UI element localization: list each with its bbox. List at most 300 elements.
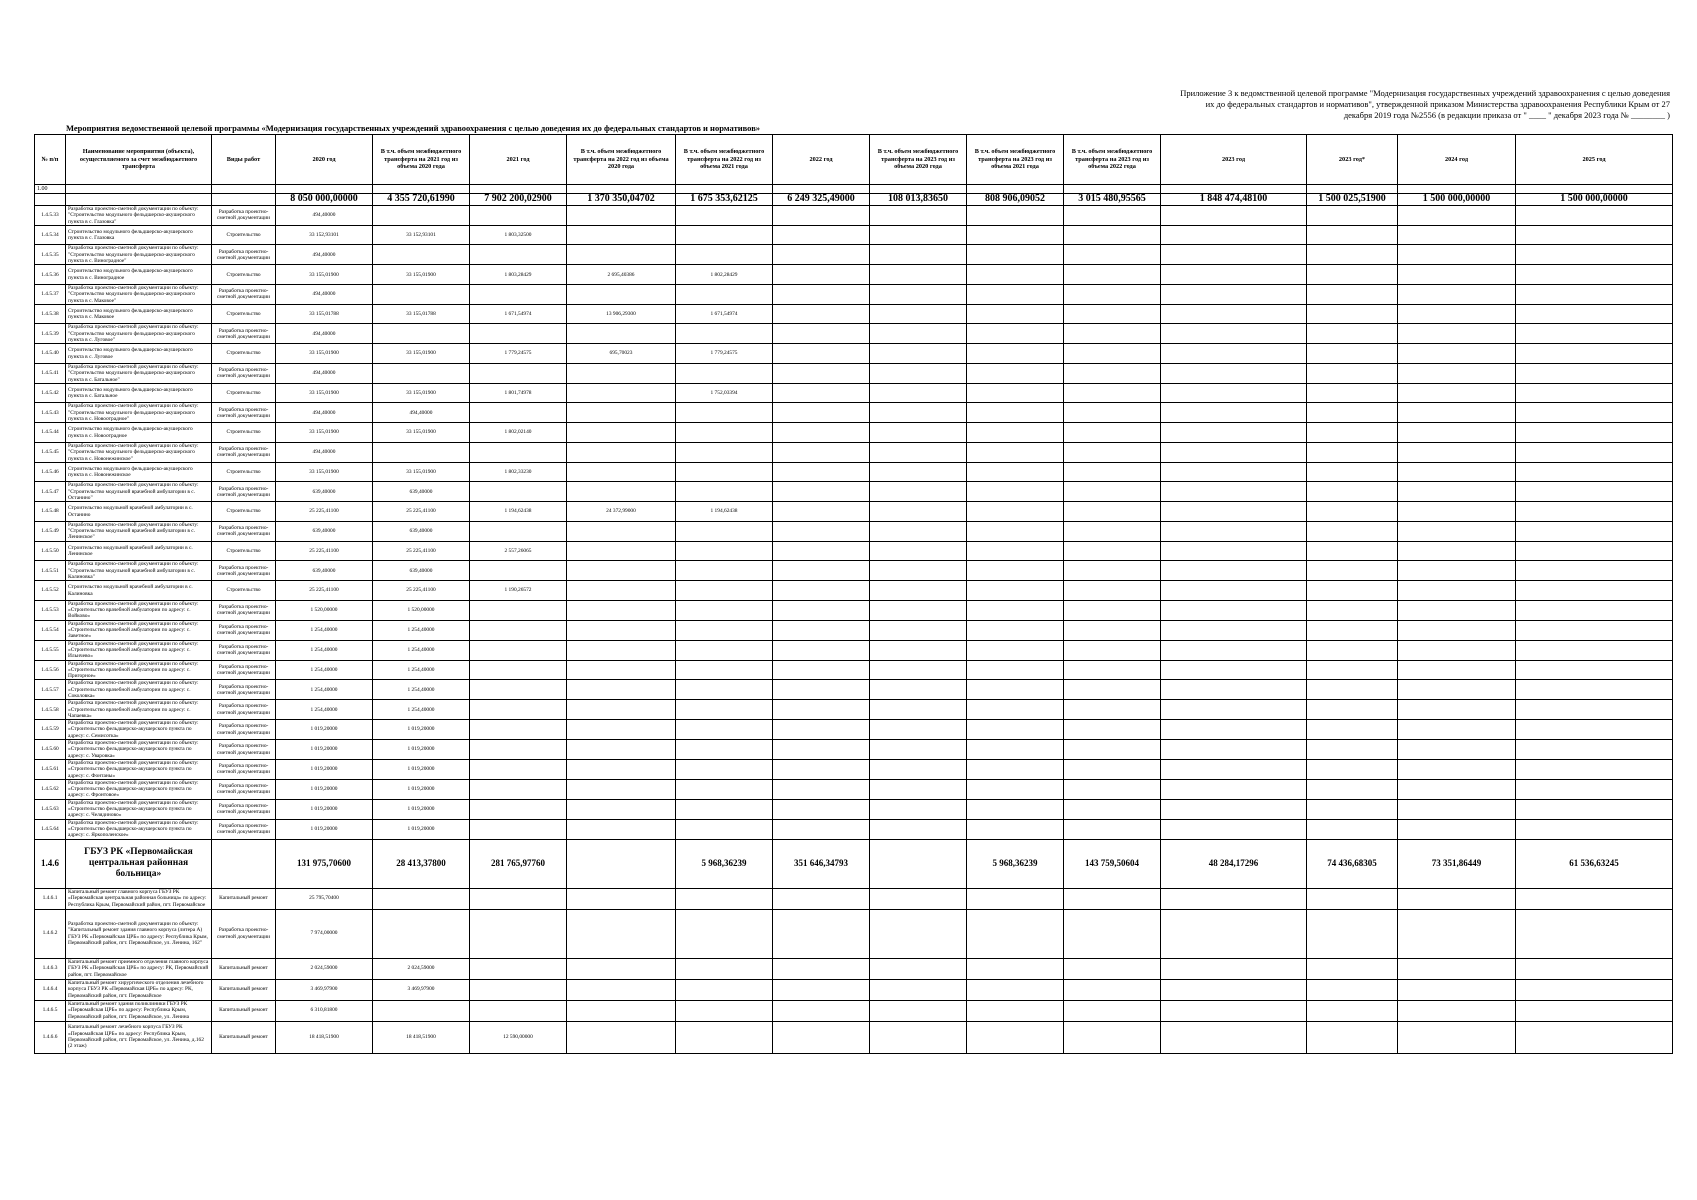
row-value-11	[1398, 225, 1516, 245]
row-number: 1.4.5.60	[35, 740, 66, 760]
row-value-6	[870, 779, 967, 799]
row-value-1: 33 152,93101	[373, 225, 470, 245]
row-value-2	[470, 206, 567, 226]
row-value-4	[676, 423, 773, 443]
row-value-1: 33 155,01900	[373, 423, 470, 443]
column-header-3: 2020 год	[276, 135, 373, 185]
row-value-9	[1161, 462, 1307, 482]
appendix-line-2: их до федеральных стандартов и нормативов", утвержденной приказом Министерства здравоохранения Республики Крым от 27	[1205, 99, 1670, 109]
row-work-type: Строительство	[212, 502, 276, 522]
row-value-4	[676, 442, 773, 462]
row-number: 1.4.5.57	[35, 680, 66, 700]
row-value-1: 1 254,40000	[373, 620, 470, 640]
row-value-6	[870, 245, 967, 265]
row-value-3	[567, 759, 676, 779]
row-value-4	[676, 799, 773, 819]
row-value-0: 1 254,40000	[276, 620, 373, 640]
row-value-3	[567, 620, 676, 640]
row-value-3	[567, 640, 676, 660]
row-value-4	[676, 759, 773, 779]
row-value-11	[1398, 1021, 1516, 1053]
row-value-10	[1307, 462, 1398, 482]
row-value-4	[676, 206, 773, 226]
section-value-8: 143 759,50604	[1064, 839, 1161, 888]
row-value-3: 24 372,99000	[567, 502, 676, 522]
row-name: Разработка проектно-сметной документации по объекту: "Строительство модульной врачебной амбулатории в с. Калиновка"	[66, 561, 212, 581]
row-value-4	[676, 680, 773, 700]
row-value-11	[1398, 363, 1516, 383]
row-value-8	[1064, 888, 1161, 909]
row-value-3	[567, 561, 676, 581]
row-value-11	[1398, 819, 1516, 839]
row-value-11	[1398, 680, 1516, 700]
code-cell: 1.00	[35, 185, 66, 194]
table-row	[35, 680, 1673, 700]
row-value-0: 494,40000	[276, 324, 373, 344]
row-value-1: 1 019,20000	[373, 720, 470, 740]
row-value-6	[870, 225, 967, 245]
row-name: Строительство модульного фельдшерско-акушерского пункта в с. Батальное	[66, 383, 212, 403]
total-cell-9: 1 848 474,48100	[1161, 194, 1307, 206]
row-value-10	[1307, 620, 1398, 640]
row-value-4	[676, 462, 773, 482]
section-value-0: 131 975,70600	[276, 839, 373, 888]
row-value-6	[870, 482, 967, 502]
row-value-3	[567, 680, 676, 700]
total-cell-3: 1 370 350,04702	[567, 194, 676, 206]
row-value-7	[967, 225, 1064, 245]
row-value-3	[567, 600, 676, 620]
row-value-11	[1398, 442, 1516, 462]
row-number: 1.4.5.64	[35, 819, 66, 839]
row-value-8	[1064, 363, 1161, 383]
row-value-9	[1161, 779, 1307, 799]
row-value-0: 25 225,41100	[276, 581, 373, 601]
row-value-4	[676, 909, 773, 958]
row-value-8	[1064, 759, 1161, 779]
total-cell-2: 7 902 200,02900	[470, 194, 567, 206]
row-value-12	[1516, 561, 1673, 581]
table-row	[35, 225, 1673, 245]
row-work-type: Разработка проектно-сметной документации	[212, 600, 276, 620]
row-value-10	[1307, 284, 1398, 304]
row-value-9	[1161, 958, 1307, 979]
row-value-0: 1 254,40000	[276, 660, 373, 680]
row-value-3	[567, 206, 676, 226]
row-work-type: Разработка проектно-сметной документации	[212, 521, 276, 541]
row-value-12	[1516, 600, 1673, 620]
row-value-9	[1161, 502, 1307, 522]
row-value-9	[1161, 600, 1307, 620]
row-name: Строительство модульного фельдшерско-акушерского пункта в с. Маковое	[66, 304, 212, 324]
row-value-11	[1398, 344, 1516, 364]
row-value-8	[1064, 600, 1161, 620]
row-value-7	[967, 541, 1064, 561]
row-value-9	[1161, 482, 1307, 502]
row-value-2	[470, 680, 567, 700]
row-value-11	[1398, 759, 1516, 779]
row-value-5	[773, 304, 870, 324]
row-value-2: 1 801,74978	[470, 383, 567, 403]
row-value-11	[1398, 403, 1516, 423]
row-value-7	[967, 206, 1064, 226]
row-value-3	[567, 581, 676, 601]
row-value-9	[1161, 979, 1307, 1000]
row-value-9	[1161, 442, 1307, 462]
row-value-2	[470, 700, 567, 720]
row-value-6	[870, 700, 967, 720]
row-value-0: 25 795,70400	[276, 888, 373, 909]
row-value-9	[1161, 819, 1307, 839]
row-value-12	[1516, 620, 1673, 640]
row-value-2	[470, 442, 567, 462]
row-value-10	[1307, 909, 1398, 958]
row-value-1: 1 254,40000	[373, 660, 470, 680]
row-work-type: Капитальный ремонт	[212, 888, 276, 909]
row-value-9	[1161, 1021, 1307, 1053]
row-value-9	[1161, 620, 1307, 640]
row-name: Разработка проектно-сметной документации по объекту: "Строительство модульного фельдшерско-акушерского пункта в с. Луговое"	[66, 324, 212, 344]
row-value-4: 1 802,28429	[676, 265, 773, 285]
column-header-5: 2021 год	[470, 135, 567, 185]
row-value-11	[1398, 700, 1516, 720]
row-value-5	[773, 620, 870, 640]
row-value-8	[1064, 541, 1161, 561]
row-value-10	[1307, 541, 1398, 561]
table-row	[35, 909, 1673, 958]
row-number: 1.4.6.6	[35, 1021, 66, 1053]
row-number: 1.4.5.43	[35, 403, 66, 423]
row-value-8	[1064, 1000, 1161, 1021]
row-value-5	[773, 561, 870, 581]
row-name: Разработка проектно-сметной документации по объекту: «Строительство фельдшерско-акушерского пункта по адресу: с. Челядиново»	[66, 799, 212, 819]
row-value-3: 695,70023	[567, 344, 676, 364]
row-value-1	[373, 284, 470, 304]
row-value-5	[773, 225, 870, 245]
table-row	[35, 759, 1673, 779]
row-value-2: 1 194,62438	[470, 502, 567, 522]
row-value-11	[1398, 600, 1516, 620]
row-value-8	[1064, 819, 1161, 839]
row-value-6	[870, 581, 967, 601]
row-value-9	[1161, 284, 1307, 304]
row-work-type: Разработка проектно-сметной документации	[212, 245, 276, 265]
row-value-10	[1307, 423, 1398, 443]
row-value-11	[1398, 245, 1516, 265]
row-value-11	[1398, 799, 1516, 819]
row-value-8	[1064, 344, 1161, 364]
row-value-7	[967, 423, 1064, 443]
row-value-12	[1516, 680, 1673, 700]
row-value-5	[773, 958, 870, 979]
row-name: Капитальный ремонт лечебного корпуса ГБУЗ РК «Первомайская ЦРБ» по адресу: Республика Крым, Первомайский район, пгт. Первомайское, ул. Ленина, д.162 (2 этаж)	[66, 1021, 212, 1053]
row-value-6	[870, 759, 967, 779]
row-value-6	[870, 561, 967, 581]
section-value-6	[870, 839, 967, 888]
total-cell-12: 1 500 000,00000	[1516, 194, 1673, 206]
column-header-10: В т.ч. объем межбюджетного трансферта на 2023 год из объема 2021 года	[967, 135, 1064, 185]
row-value-0: 1 520,00000	[276, 600, 373, 620]
row-value-12	[1516, 442, 1673, 462]
row-value-6	[870, 1021, 967, 1053]
row-value-4	[676, 700, 773, 720]
row-value-7	[967, 442, 1064, 462]
row-value-11	[1398, 740, 1516, 760]
row-value-3	[567, 442, 676, 462]
row-value-4	[676, 403, 773, 423]
row-number: 1.4.5.33	[35, 206, 66, 226]
row-name: Капитальный ремонт главного корпуса ГБУЗ РК «Первомайская центральная районная больница» по адресу: Республика Крым, Первомайский район, пгт. Первомайское	[66, 888, 212, 909]
appendix-note	[1150, 88, 1670, 121]
row-value-4	[676, 888, 773, 909]
row-value-5	[773, 521, 870, 541]
row-value-9	[1161, 344, 1307, 364]
row-value-0: 1 254,40000	[276, 700, 373, 720]
row-value-10	[1307, 482, 1398, 502]
table-row	[35, 581, 1673, 601]
row-number: 1.4.5.44	[35, 423, 66, 443]
row-value-7	[967, 482, 1064, 502]
row-value-3	[567, 225, 676, 245]
row-value-6	[870, 324, 967, 344]
row-value-10	[1307, 819, 1398, 839]
row-value-12	[1516, 383, 1673, 403]
row-value-7	[967, 344, 1064, 364]
table-row	[35, 620, 1673, 640]
row-value-3	[567, 423, 676, 443]
table-row	[35, 779, 1673, 799]
row-value-7	[967, 660, 1064, 680]
row-value-10	[1307, 1000, 1398, 1021]
row-value-3	[567, 660, 676, 680]
row-value-10	[1307, 225, 1398, 245]
row-value-12	[1516, 581, 1673, 601]
row-value-4	[676, 324, 773, 344]
row-value-2	[470, 759, 567, 779]
row-value-5	[773, 462, 870, 482]
section-work-type	[212, 839, 276, 888]
row-value-11	[1398, 958, 1516, 979]
row-number: 1.4.5.39	[35, 324, 66, 344]
row-value-11	[1398, 521, 1516, 541]
table-row	[35, 740, 1673, 760]
row-work-type: Разработка проектно-сметной документации	[212, 759, 276, 779]
column-header-2: Виды работ	[212, 135, 276, 185]
row-value-7	[967, 304, 1064, 324]
row-value-4	[676, 541, 773, 561]
row-value-6	[870, 888, 967, 909]
row-value-8	[1064, 958, 1161, 979]
row-work-type: Разработка проектно-сметной документации	[212, 403, 276, 423]
row-value-4: 1 671,54974	[676, 304, 773, 324]
row-value-7	[967, 700, 1064, 720]
row-value-5	[773, 344, 870, 364]
row-value-4	[676, 779, 773, 799]
row-value-11	[1398, 423, 1516, 443]
row-value-6	[870, 521, 967, 541]
row-value-12	[1516, 759, 1673, 779]
row-value-10	[1307, 600, 1398, 620]
row-work-type: Разработка проектно-сметной документации	[212, 660, 276, 680]
row-value-5	[773, 581, 870, 601]
row-value-2	[470, 779, 567, 799]
row-number: 1.4.5.51	[35, 561, 66, 581]
row-name: Разработка проектно-сметной документации по объекту: «Строительство фельдшерско-акушерского пункта по адресу: с. Уваровка»	[66, 740, 212, 760]
row-value-2	[470, 979, 567, 1000]
row-value-0: 494,40000	[276, 206, 373, 226]
row-value-1	[373, 909, 470, 958]
row-value-11	[1398, 1000, 1516, 1021]
row-value-7	[967, 265, 1064, 285]
row-value-6	[870, 640, 967, 660]
row-value-9	[1161, 521, 1307, 541]
row-value-3	[567, 799, 676, 819]
row-name: Разработка проектно-сметной документации по объекту: «Строительство фельдшерско-акушерского пункта по адресу: с. Яркополенское»	[66, 819, 212, 839]
row-value-6	[870, 383, 967, 403]
row-number: 1.4.5.38	[35, 304, 66, 324]
total-cell-empty	[66, 194, 212, 206]
row-value-2	[470, 600, 567, 620]
row-work-type: Разработка проектно-сметной документации	[212, 206, 276, 226]
row-value-8	[1064, 620, 1161, 640]
row-number: 1.4.6.4	[35, 979, 66, 1000]
row-value-11	[1398, 561, 1516, 581]
row-value-0: 25 225,41100	[276, 541, 373, 561]
row-name: Разработка проектно-сметной документации по объекту: "Строительство модульного фельдшерско-акушерского пункта в с. Виноградное"	[66, 245, 212, 265]
row-work-type: Разработка проектно-сметной документации	[212, 442, 276, 462]
table-row	[35, 363, 1673, 383]
row-value-2	[470, 1000, 567, 1021]
table-row	[35, 206, 1673, 226]
row-value-8	[1064, 265, 1161, 285]
row-value-8	[1064, 462, 1161, 482]
table-row	[35, 1021, 1673, 1053]
row-value-8	[1064, 383, 1161, 403]
row-value-1: 25 225,41100	[373, 581, 470, 601]
row-name: Разработка проектно-сметной документации по объекту: «Строительство врачебной амбулатории по адресу: с. Заветное»	[66, 620, 212, 640]
row-value-4	[676, 1021, 773, 1053]
row-value-6	[870, 1000, 967, 1021]
row-value-9	[1161, 265, 1307, 285]
row-value-8	[1064, 304, 1161, 324]
row-value-1	[373, 888, 470, 909]
row-value-6	[870, 740, 967, 760]
row-value-9	[1161, 383, 1307, 403]
row-value-12	[1516, 640, 1673, 660]
row-value-12	[1516, 304, 1673, 324]
table-row	[35, 561, 1673, 581]
row-number: 1.4.5.62	[35, 779, 66, 799]
section-value-5: 351 646,34793	[773, 839, 870, 888]
section-value-10: 74 436,68305	[1307, 839, 1398, 888]
row-value-6	[870, 284, 967, 304]
row-value-4	[676, 640, 773, 660]
table-body	[35, 185, 1673, 1054]
row-value-3	[567, 521, 676, 541]
row-value-3	[567, 958, 676, 979]
row-value-11	[1398, 482, 1516, 502]
section-value-2: 281 765,97760	[470, 839, 567, 888]
row-value-6	[870, 423, 967, 443]
row-number: 1.4.5.40	[35, 344, 66, 364]
row-name: Разработка проектно-сметной документации по объекту: "Строительство модульного фельдшерско-акушерского пункта в с. Маковое"	[66, 284, 212, 304]
table-row	[35, 958, 1673, 979]
row-value-9	[1161, 759, 1307, 779]
row-value-8	[1064, 561, 1161, 581]
table-row	[35, 482, 1673, 502]
row-value-3	[567, 819, 676, 839]
row-value-11	[1398, 660, 1516, 680]
table-row	[35, 324, 1673, 344]
column-header-14: 2024 год	[1398, 135, 1516, 185]
row-value-11	[1398, 779, 1516, 799]
row-value-5	[773, 206, 870, 226]
row-value-4	[676, 561, 773, 581]
row-value-2	[470, 482, 567, 502]
row-value-3	[567, 979, 676, 1000]
row-name: Разработка проектно-сметной документации по объекту: «Строительство врачебной амбулатории по адресу: с. Войково»	[66, 600, 212, 620]
row-name: Разработка проектно-сметной документации по объекту: "Строительство модульного фельдшерско-акушерского пункта в с. Новонежинское"	[66, 442, 212, 462]
row-value-8	[1064, 779, 1161, 799]
row-value-6	[870, 819, 967, 839]
row-value-4	[676, 958, 773, 979]
row-value-10	[1307, 680, 1398, 700]
row-value-12	[1516, 502, 1673, 522]
row-name: Разработка проектно-сметной документации по объекту: «Строительство фельдшерско-акушерского пункта по адресу: с. Фонтаны»	[66, 759, 212, 779]
row-value-1: 1 520,00000	[373, 600, 470, 620]
row-value-0: 1 254,40000	[276, 680, 373, 700]
row-value-8	[1064, 720, 1161, 740]
section-row	[35, 839, 1673, 888]
table-row	[35, 265, 1673, 285]
row-value-6	[870, 720, 967, 740]
row-value-12	[1516, 541, 1673, 561]
row-value-6	[870, 979, 967, 1000]
row-value-5	[773, 502, 870, 522]
row-value-12	[1516, 206, 1673, 226]
header-row	[35, 135, 1673, 185]
section-value-11: 73 351,86449	[1398, 839, 1516, 888]
row-value-3	[567, 363, 676, 383]
column-header-12: 2023 год	[1161, 135, 1307, 185]
row-value-2	[470, 799, 567, 819]
row-value-2	[470, 640, 567, 660]
row-value-4	[676, 225, 773, 245]
row-value-9	[1161, 909, 1307, 958]
table-row	[35, 660, 1673, 680]
row-value-6	[870, 909, 967, 958]
row-value-1: 25 225,41100	[373, 502, 470, 522]
row-value-5	[773, 819, 870, 839]
row-work-type: Строительство	[212, 423, 276, 443]
row-value-0: 33 155,01900	[276, 344, 373, 364]
table-row	[35, 1000, 1673, 1021]
row-value-4	[676, 819, 773, 839]
row-value-12	[1516, 720, 1673, 740]
row-work-type: Строительство	[212, 225, 276, 245]
row-value-2	[470, 521, 567, 541]
document-title: Мероприятия ведомственной целевой программы «Модернизация государственных учреждений здравоохранения с целью доведения их до федеральных стандартов и нормативов»	[66, 123, 761, 133]
row-value-8	[1064, 979, 1161, 1000]
row-value-4: 1 194,62438	[676, 502, 773, 522]
row-value-10	[1307, 403, 1398, 423]
row-number: 1.4.6.1	[35, 888, 66, 909]
total-row	[35, 194, 1673, 206]
row-value-2: 1 802,33230	[470, 462, 567, 482]
row-name: Разработка проектно-сметной документации по объекту: «Строительство фельдшерско-акушерского пункта по адресу: с. Семисотка»	[66, 720, 212, 740]
table-row	[35, 700, 1673, 720]
row-value-2	[470, 403, 567, 423]
